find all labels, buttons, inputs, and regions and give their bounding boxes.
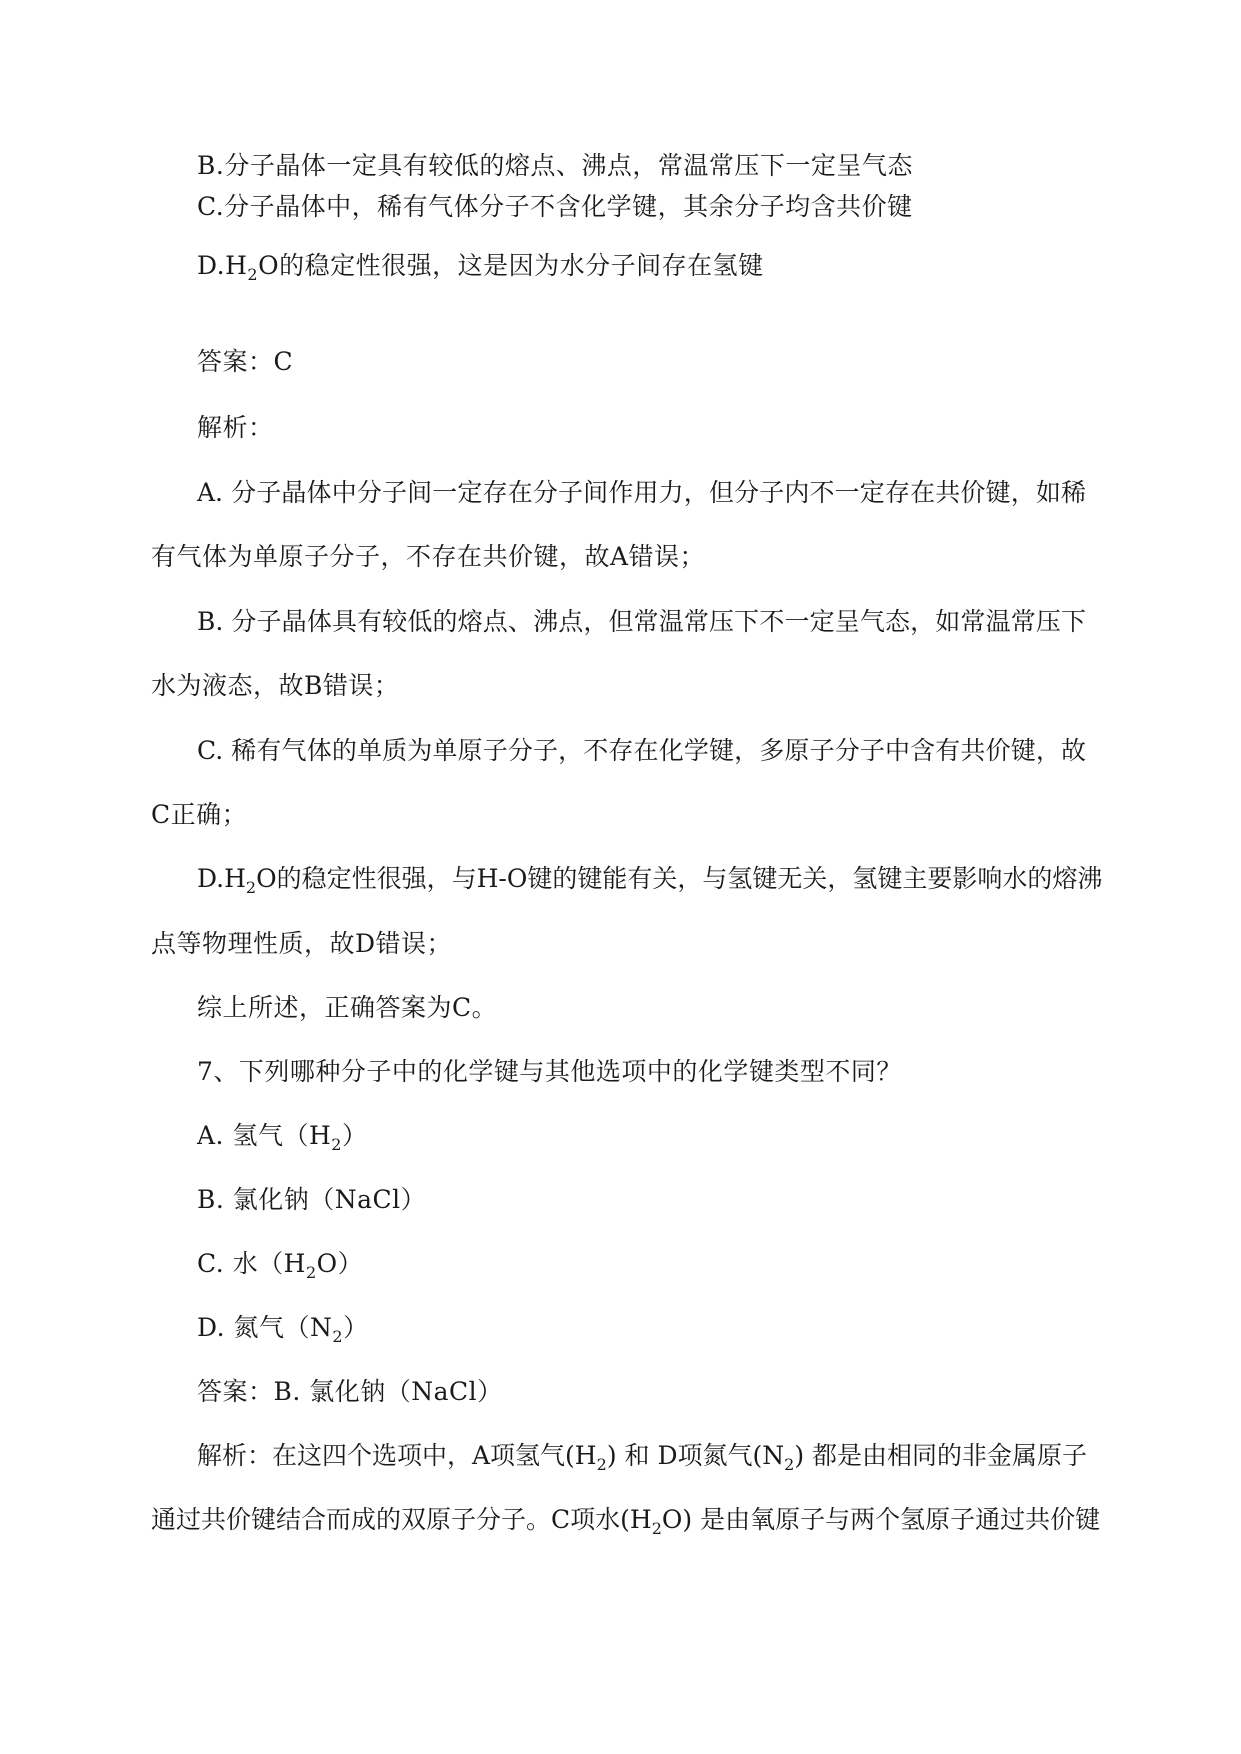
q7-option-c: C. 水$(H_2O)$ — [197, 1249, 364, 1282]
answer-label: 答案：C — [197, 347, 294, 376]
option-c-text: C.分子晶体中，稀有气体分子不含化学键，其余分子均含共价键 — [197, 192, 913, 221]
analysis-b-line2: 水为液态，故B错误； — [151, 671, 400, 700]
analysis-c-line1: C. 稀有气体的单质为单原子分子，不存在化学键，多原子分子中含有共价键，故 — [197, 736, 1086, 765]
option-b-text: B.分子晶体一定具有较低的熔点、沸点，常温常压下一定呈气态 — [197, 151, 913, 180]
q7-option-d: D. 氮气$(N_2)$ — [197, 1313, 369, 1346]
q7-analysis-line1: 解析：在这四个选项中，A项氢气$(H_2)$ 和 D项氮气$(N_2)$ 都是由相同的非金属原子 — [197, 1441, 1088, 1474]
q7-option-b: B. 氯化钠（NaCl） — [197, 1185, 427, 1214]
analysis-a-line2: 有气体为单原子分子，不存在共价键，故A错误； — [151, 542, 706, 571]
analysis-a-line1: A. 分子晶体中分子间一定存在分子间作用力，但分子内不一定存在共价键，如稀 — [197, 478, 1086, 507]
q7-analysis-line2: 通过共价键结合而成的双原子分子。C项水$(H_2O)$ 是由氧原子与两个氢原子通过共价键 — [151, 1505, 1101, 1538]
analysis-label: 解析： — [197, 413, 274, 442]
q7-option-a: A. 氢气$(H_2)$ — [197, 1121, 368, 1154]
analysis-summary: 综上所述，正确答案为C。 — [197, 993, 498, 1022]
analysis-c-line2: C正确； — [151, 800, 248, 829]
analysis-b-line1: B. 分子晶体具有较低的熔点、沸点，但常温常压下不一定呈气态，如常温常压下 — [197, 607, 1086, 636]
q7-answer: 答案：B. 氯化钠（NaCl） — [197, 1377, 503, 1406]
analysis-d-line1: $D.H_2O$的稳定性很强，与H-O键的键能有关，与氢键无关，氢键主要影响水的熔沸 — [197, 864, 1103, 897]
analysis-d-line2: 点等物理性质，故D错误； — [151, 929, 453, 958]
option-d-text: $D.H_2O$的稳定性很强，这是因为水分子间存在氢键 — [197, 251, 764, 284]
question-7: 7、下列哪种分子中的化学键与其他选项中的化学键类型不同？ — [197, 1057, 902, 1086]
